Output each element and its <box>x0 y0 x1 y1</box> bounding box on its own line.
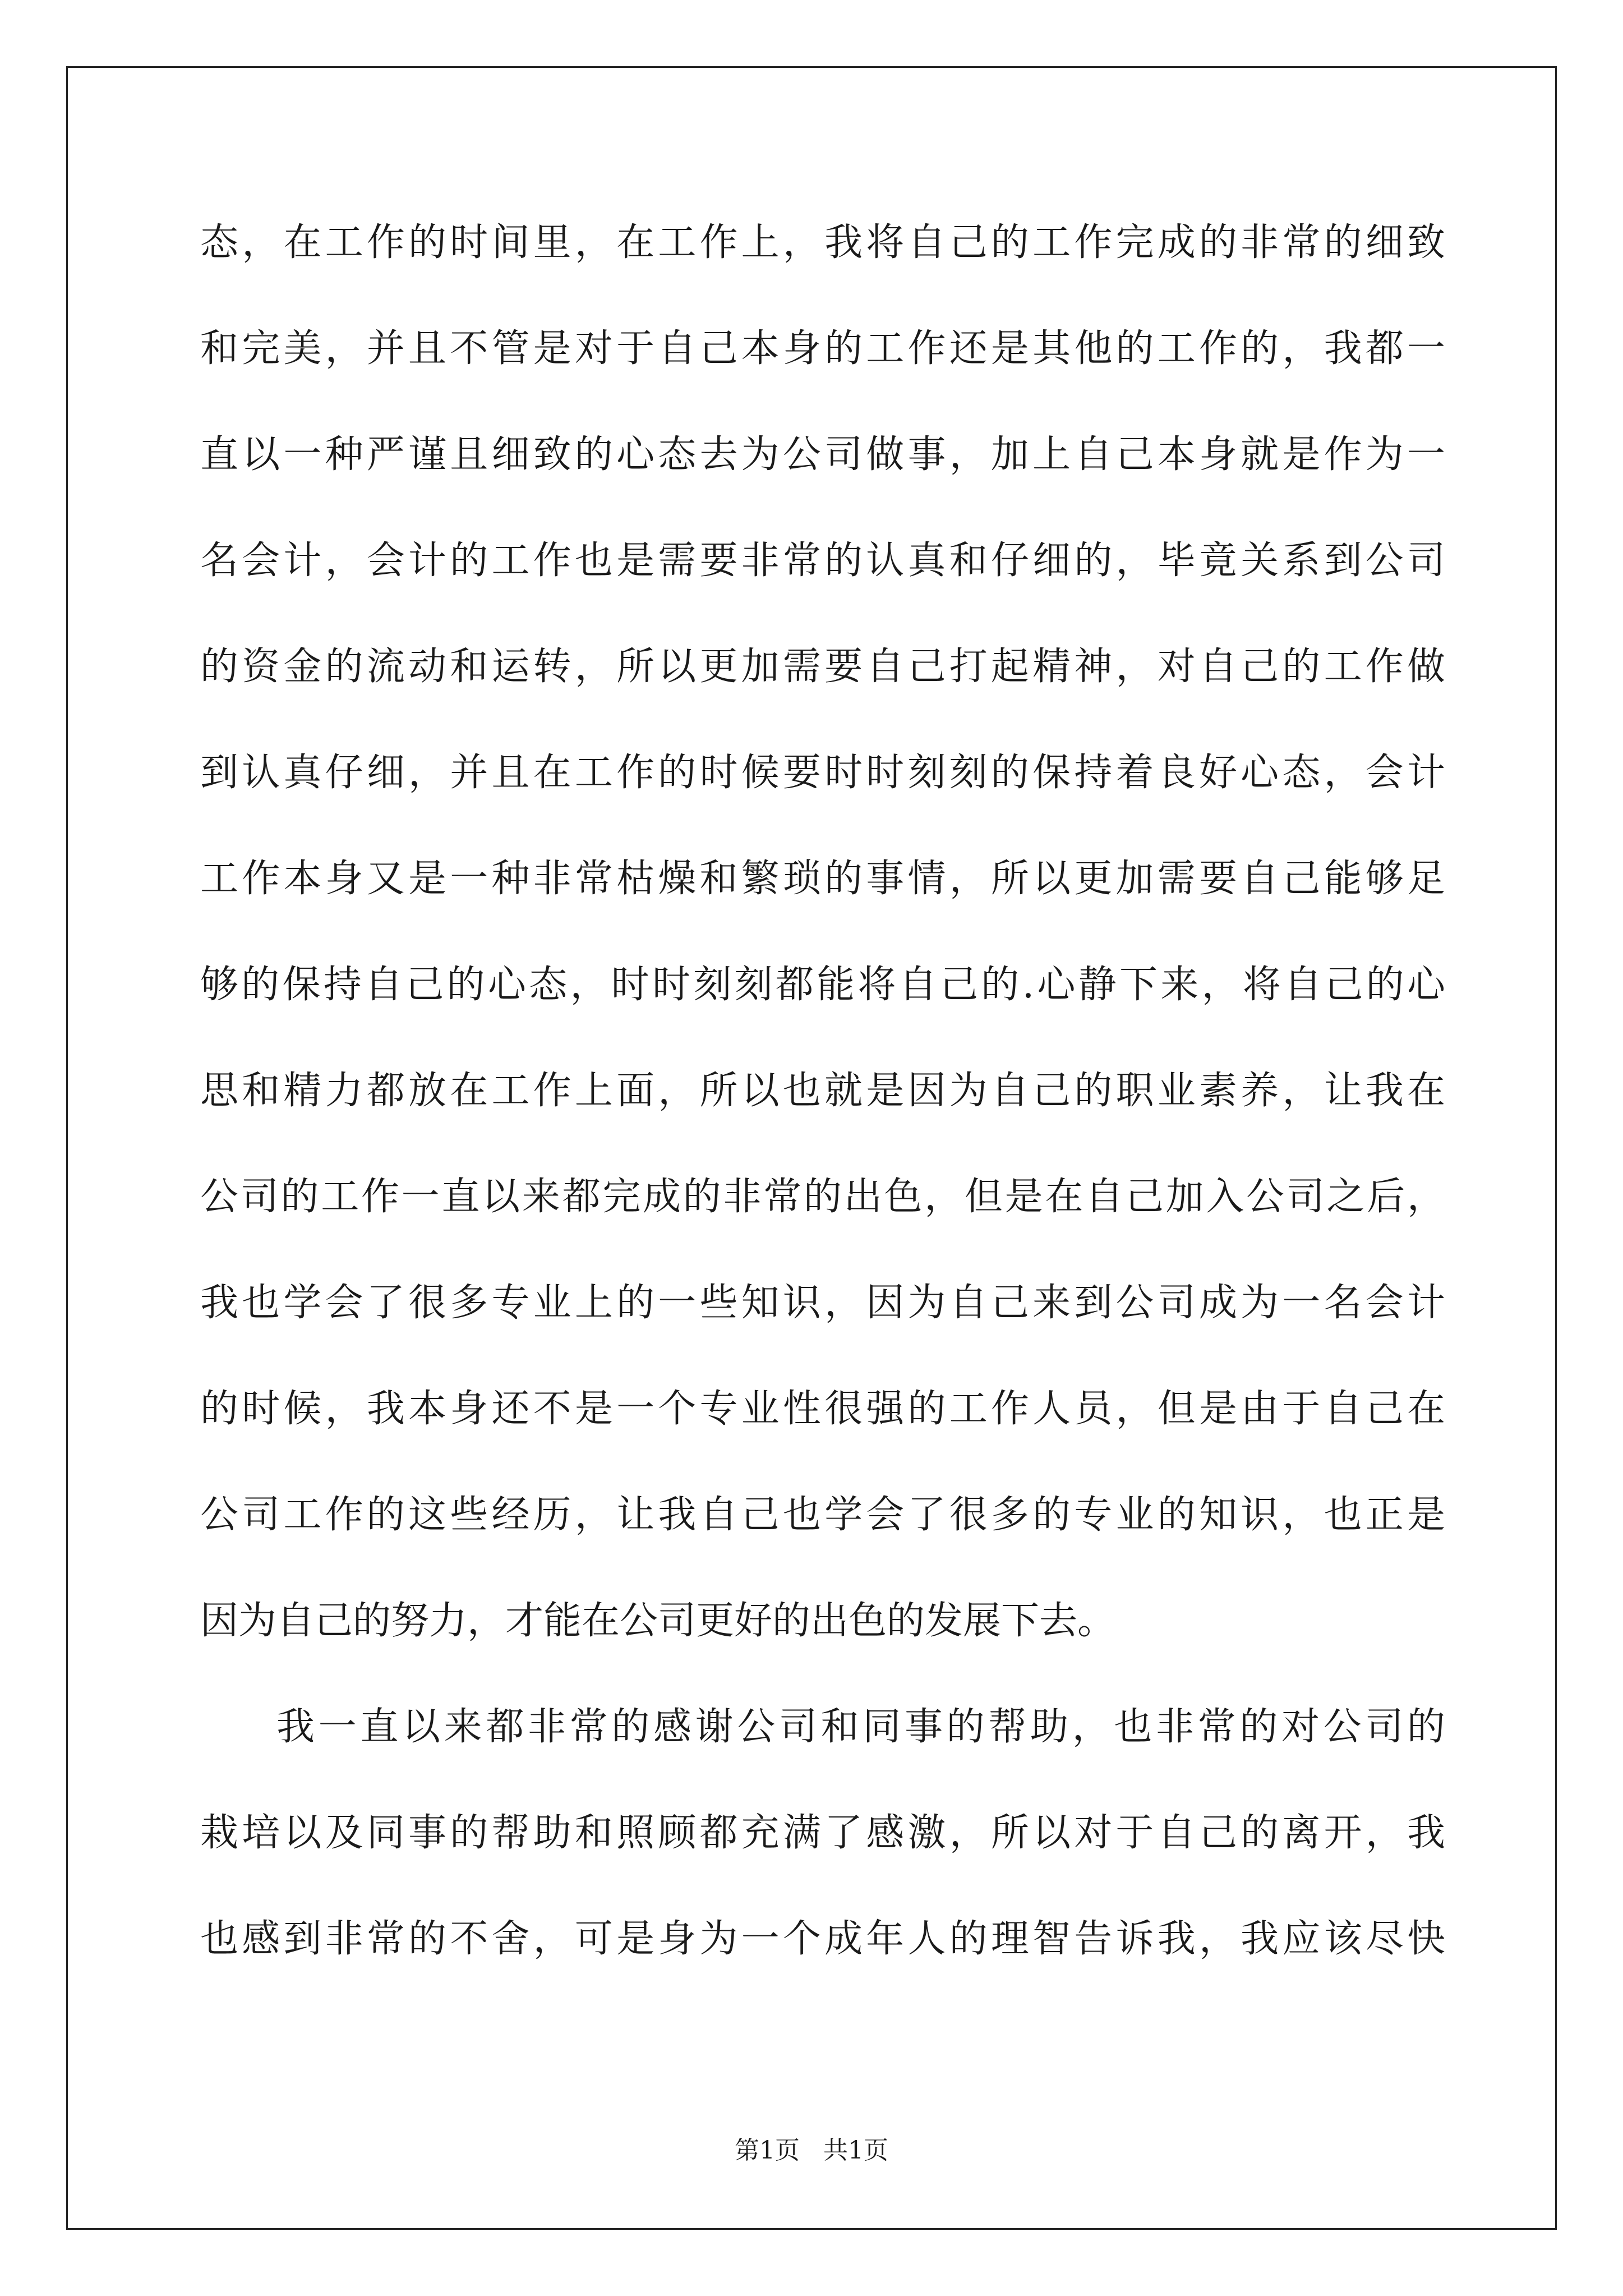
page-footer: 第1页 共1页 <box>735 2136 888 2165</box>
body-line-17: 也感到非常的不舍，可是身为一个成年人的理智告诉我，我应该尽快 <box>200 1917 1445 1961</box>
body-line-5: 的资金的流动和运转，所以更加需要自己打起精神，对自己的工作做 <box>200 645 1445 689</box>
body-line-4: 名会计，会计的工作也是需要非常的认真和仔细的，毕竟关系到公司 <box>200 539 1445 583</box>
body-line-2: 和完美，并且不管是对于自己本身的工作还是其他的工作的，我都一 <box>200 326 1445 371</box>
body-line-1: 态，在工作的时间里，在工作上，我将自己的工作完成的非常的细致 <box>200 220 1445 265</box>
body-line-14: 因为自己的努力，才能在公司更好的出色的发展下去。 <box>200 1599 1116 1643</box>
document-body <box>200 216 1445 2018</box>
body-line-8: 够的保持自己的心态，时时刻刻都能将自己的.心静下来，将自己的心 <box>200 963 1445 1007</box>
body-line-3: 直以一种严谨且细致的心态去为公司做事，加上自己本身就是作为一 <box>200 432 1445 477</box>
body-line-15: 我一直以来都非常的感谢公司和同事的帮助，也非常的对公司的 <box>276 1705 1445 1749</box>
body-line-9: 思和精力都放在工作上面，所以也就是因为自己的职业素养，让我在 <box>200 1069 1445 1113</box>
body-line-13: 公司工作的这些经历，让我自己也学会了很多的专业的知识，也正是 <box>200 1493 1445 1537</box>
body-line-7: 工作本身又是一种非常枯燥和繁琐的事情，所以更加需要自己能够足 <box>200 857 1445 901</box>
body-line-16: 栽培以及同事的帮助和照顾都充满了感激，所以对于自己的离开，我 <box>200 1811 1445 1855</box>
body-line-12: 的时候，我本身还不是一个专业性很强的工作人员，但是由于自己在 <box>200 1387 1445 1431</box>
body-line-6: 到认真仔细，并且在工作的时候要时时刻刻的保持着良好心态，会计 <box>200 751 1445 795</box>
body-line-11: 我也学会了很多专业上的一些知识，因为自己来到公司成为一名会计 <box>200 1281 1445 1325</box>
body-line-10: 公司的工作一直以来都完成的非常的出色，但是在自己加入公司之后， <box>200 1175 1445 1219</box>
